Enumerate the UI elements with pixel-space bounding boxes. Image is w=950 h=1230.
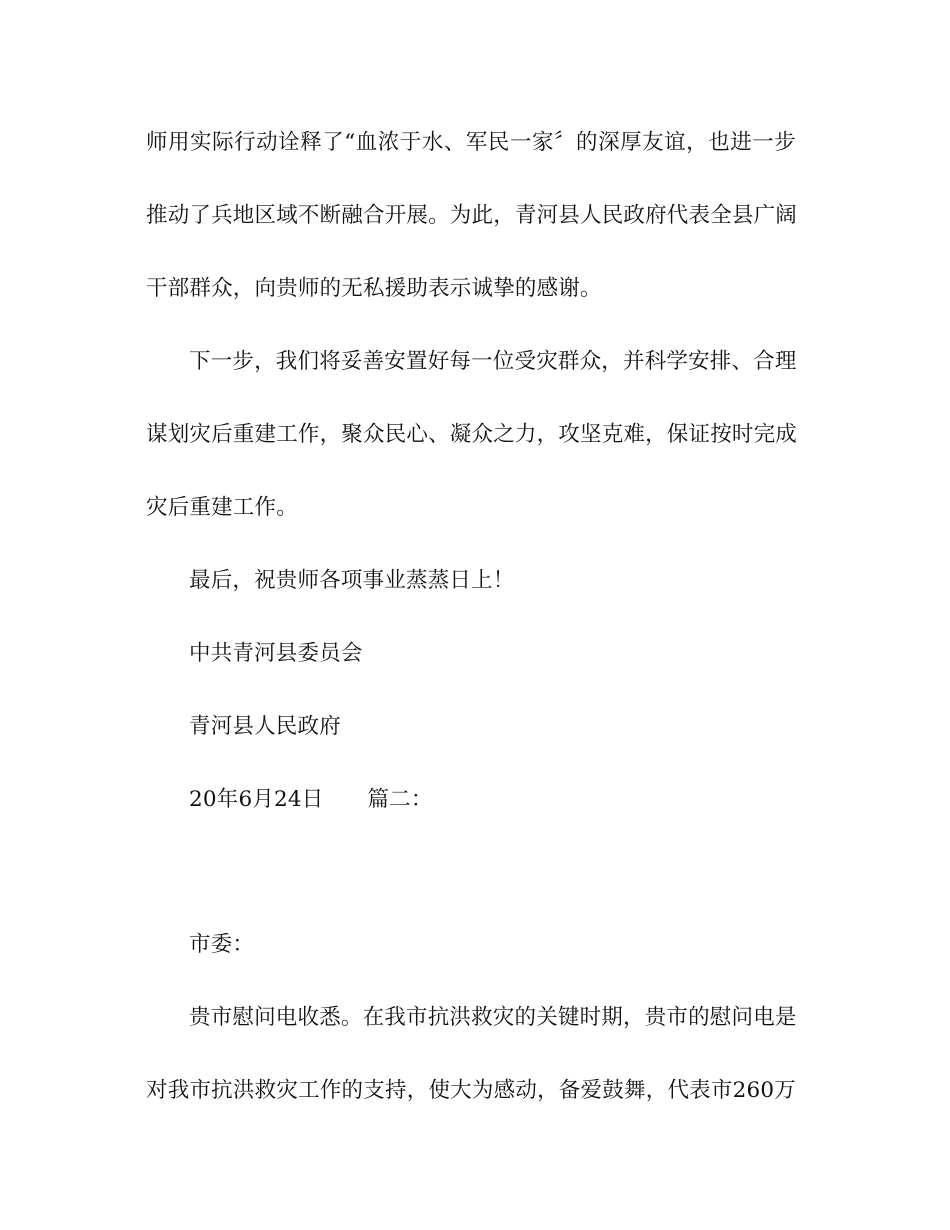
date-row [189,786,433,814]
section-label: 篇二： [367,787,433,812]
paragraph-2-line-3: 灾后重建工作。 [146,495,298,520]
signature-government: 青河县人民政府 [189,714,341,739]
salutation: 市委： [189,932,255,957]
signature-committee: 中共青河县委员会 [189,641,363,666]
paragraph-2-line-2: 谋划灾后重建工作，聚众民心、凝众之力，攻坚克难，保证按时完成 [146,422,798,447]
paragraph-3-line-1: 贵市慰问电收悉。在我市抗洪救灾的关键时期，贵市的慰问电是 [189,1005,797,1030]
paragraph-1-line-3: 干部群众，向贵师的无私援助表示诚挚的感谢。 [146,276,602,301]
paragraph-2-line-1: 下一步，我们将妥善安置好每一位受灾群众，并科学安排、合理 [189,349,797,374]
document-date: 20年6月24日 [189,787,324,812]
closing-wish: 最后，祝贵师各项事业蒸蒸日上！ [189,568,515,593]
paragraph-1-line-1: 师用实际行动诠释了“血浓于水、军民一家〞的深厚友谊，也进一步 [146,130,796,155]
paragraph-1-line-2: 推动了兵地区域不断融合开展。为此，青河县人民政府代表全县广阔 [146,203,798,228]
paragraph-3-line-2: 对我市抗洪救灾工作的支持，使大为感动，备爱鼓舞，代表市260万 [146,1078,796,1103]
